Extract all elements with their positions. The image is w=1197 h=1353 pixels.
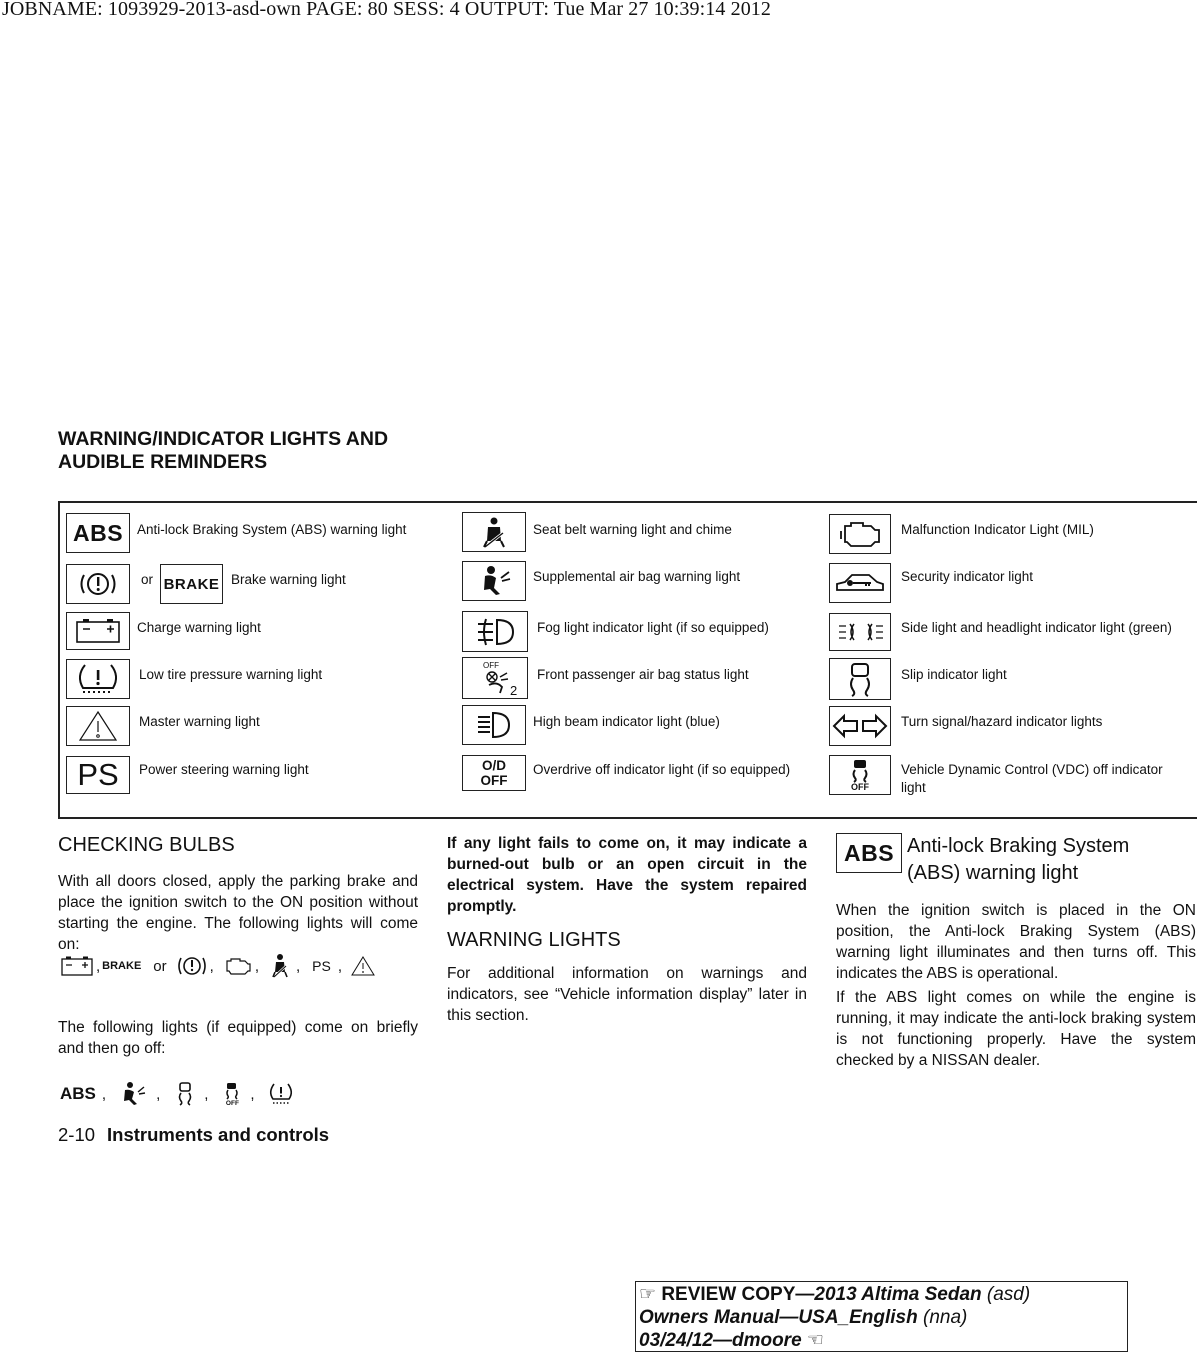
passenger-airbag-icon <box>462 657 528 699</box>
label-fog: Fog light indicator light (if so equipped) <box>537 620 769 635</box>
inline-abs-text: ABS <box>60 1084 96 1103</box>
power-steering-icon: PS <box>66 756 130 794</box>
inline-icons-row1: , BRAKE or , , , PS , <box>60 953 376 979</box>
high-beam-icon <box>462 705 526 745</box>
label-high-beam: High beam indicator light (blue) <box>533 714 720 729</box>
checking-bulbs-heading: CHECKING BULBS <box>58 834 235 856</box>
side-light-icon <box>829 613 891 651</box>
section-title <box>58 428 388 474</box>
vdc-off-icon: OFF <box>829 755 891 795</box>
label-passenger-airbag: Front passenger air bag status light <box>537 667 749 682</box>
engine-mil-icon <box>829 514 891 554</box>
inline-tire-pressure-icon <box>267 1082 295 1106</box>
seat-belt-icon <box>462 512 526 552</box>
label-ps: Power steering warning light <box>139 762 309 777</box>
review-copy-box <box>635 1281 1128 1352</box>
inline-ps-text: PS <box>312 958 331 974</box>
label-mil: Malfunction Indicator Light (MIL) <box>901 522 1094 537</box>
checking-bulbs-para1: With all doors closed, apply the parking brake and place the ignition switch to the ON position without starting the engine. The following lights will come on: <box>58 873 418 953</box>
label-seat-belt: Seat belt warning light and chime <box>533 522 732 537</box>
brake-circle-icon <box>66 564 130 604</box>
master-warning-icon <box>66 706 130 746</box>
security-icon <box>829 563 891 603</box>
job-line: JOBNAME: 1093929-2013-asd-own PAGE: 80 SESS: 4 OUTPUT: Tue Mar 27 10:39:14 2012 <box>2 0 771 20</box>
review-line3: 03/24/12—dmoore ☜ <box>639 1330 824 1351</box>
abs-heading-line2: (ABS) warning light <box>907 862 1079 884</box>
warning-lights-heading: WARNING LIGHTS <box>447 929 621 951</box>
brake-text-icon: BRAKE <box>160 564 223 604</box>
page-footer <box>58 1124 329 1146</box>
airbag-icon <box>462 561 526 601</box>
review-line2: Owners Manual—USA_English (nna) <box>639 1307 968 1328</box>
tire-pressure-icon <box>66 659 130 699</box>
battery-icon <box>66 612 130 650</box>
inline-battery-icon <box>60 955 94 977</box>
label-side-light: Side light and headlight indicator light (green) <box>901 620 1172 635</box>
section-title-line1: WARNING/INDICATOR LIGHTS AND <box>58 428 389 450</box>
overdrive-off-icon: O/D OFF <box>462 755 526 791</box>
label-slip: Slip indicator light <box>901 667 1007 682</box>
label-turn-signal: Turn signal/hazard indicator lights <box>901 714 1103 729</box>
label-airbag: Supplemental air bag warning light <box>533 569 741 584</box>
inline-brake-circle-icon <box>177 954 207 978</box>
middle-bold-para: If any light fails to come on, it may indicate a burned-out bulb or an open circuit in the electrical system. Have the system repaired promptly. <box>447 835 807 915</box>
inline-or-text: or <box>153 957 167 975</box>
inline-vdc-off-icon: OFF <box>222 1082 242 1107</box>
pointing-hand-icon: ☞ <box>639 1284 657 1305</box>
inline-airbag-icon <box>118 1081 148 1107</box>
or-word: or <box>141 572 154 587</box>
footer-section: Instruments and controls <box>107 1124 330 1145</box>
abs-para1: When the ignition switch is placed in the ON position, the Anti-lock Braking System (ABS) warning light illuminates and then turns off. This indicates the ABS is operational. <box>836 902 1196 982</box>
fog-light-icon <box>462 611 528 652</box>
label-overdrive: Overdrive off indicator light (if so equipped) <box>533 762 791 777</box>
inline-brake-text: BRAKE <box>102 960 142 972</box>
inline-master-warning-icon <box>350 955 376 977</box>
pointing-hand-left-icon: ☜ <box>806 1330 824 1351</box>
label-vdc: Vehicle Dynamic Control (VDC) off indicator light <box>901 762 1163 795</box>
inline-engine-icon <box>222 955 252 977</box>
turn-signal-icon <box>829 706 891 746</box>
passenger-off-text: OFF <box>483 661 499 670</box>
label-security: Security indicator light <box>901 569 1034 584</box>
label-charge: Charge warning light <box>137 620 261 635</box>
label-abs: Anti-lock Braking System (ABS) warning light <box>137 522 407 537</box>
inline-slip-icon <box>174 1081 196 1107</box>
page-number: 2-10 <box>58 1124 96 1145</box>
abs-heading <box>907 833 1129 887</box>
abs-icon: ABS <box>66 513 130 553</box>
review-line1: ☞ REVIEW COPY—2013 Altima Sedan (asd) <box>639 1284 1031 1305</box>
inline-icons-row2: ABS , , , OFF , <box>60 1081 295 1107</box>
label-tire: Low tire pressure warning light <box>139 667 323 682</box>
section-title-line2: AUDIBLE REMINDERS <box>58 451 268 473</box>
inline-seat-belt-icon <box>267 953 293 979</box>
passenger-num-text: 2 <box>510 683 518 697</box>
slip-icon <box>829 658 891 700</box>
abs-heading-line1: Anti-lock Braking System <box>907 835 1130 857</box>
label-master: Master warning light <box>139 714 260 729</box>
abs-para2: If the ABS light comes on while the engine is running, it may indicate the anti-lock braking system is not functioning properly. Have the system checked by a NISSAN dealer. <box>836 989 1196 1069</box>
checking-bulbs-para2: The following lights (if equipped) come on briefly and then go off: <box>58 1019 418 1057</box>
right-abs-icon: ABS <box>836 833 902 873</box>
label-brake: Brake warning light <box>231 572 346 587</box>
warning-lights-para: For additional information on warnings and indicators, see “Vehicle information display” later in this section. <box>447 965 807 1024</box>
